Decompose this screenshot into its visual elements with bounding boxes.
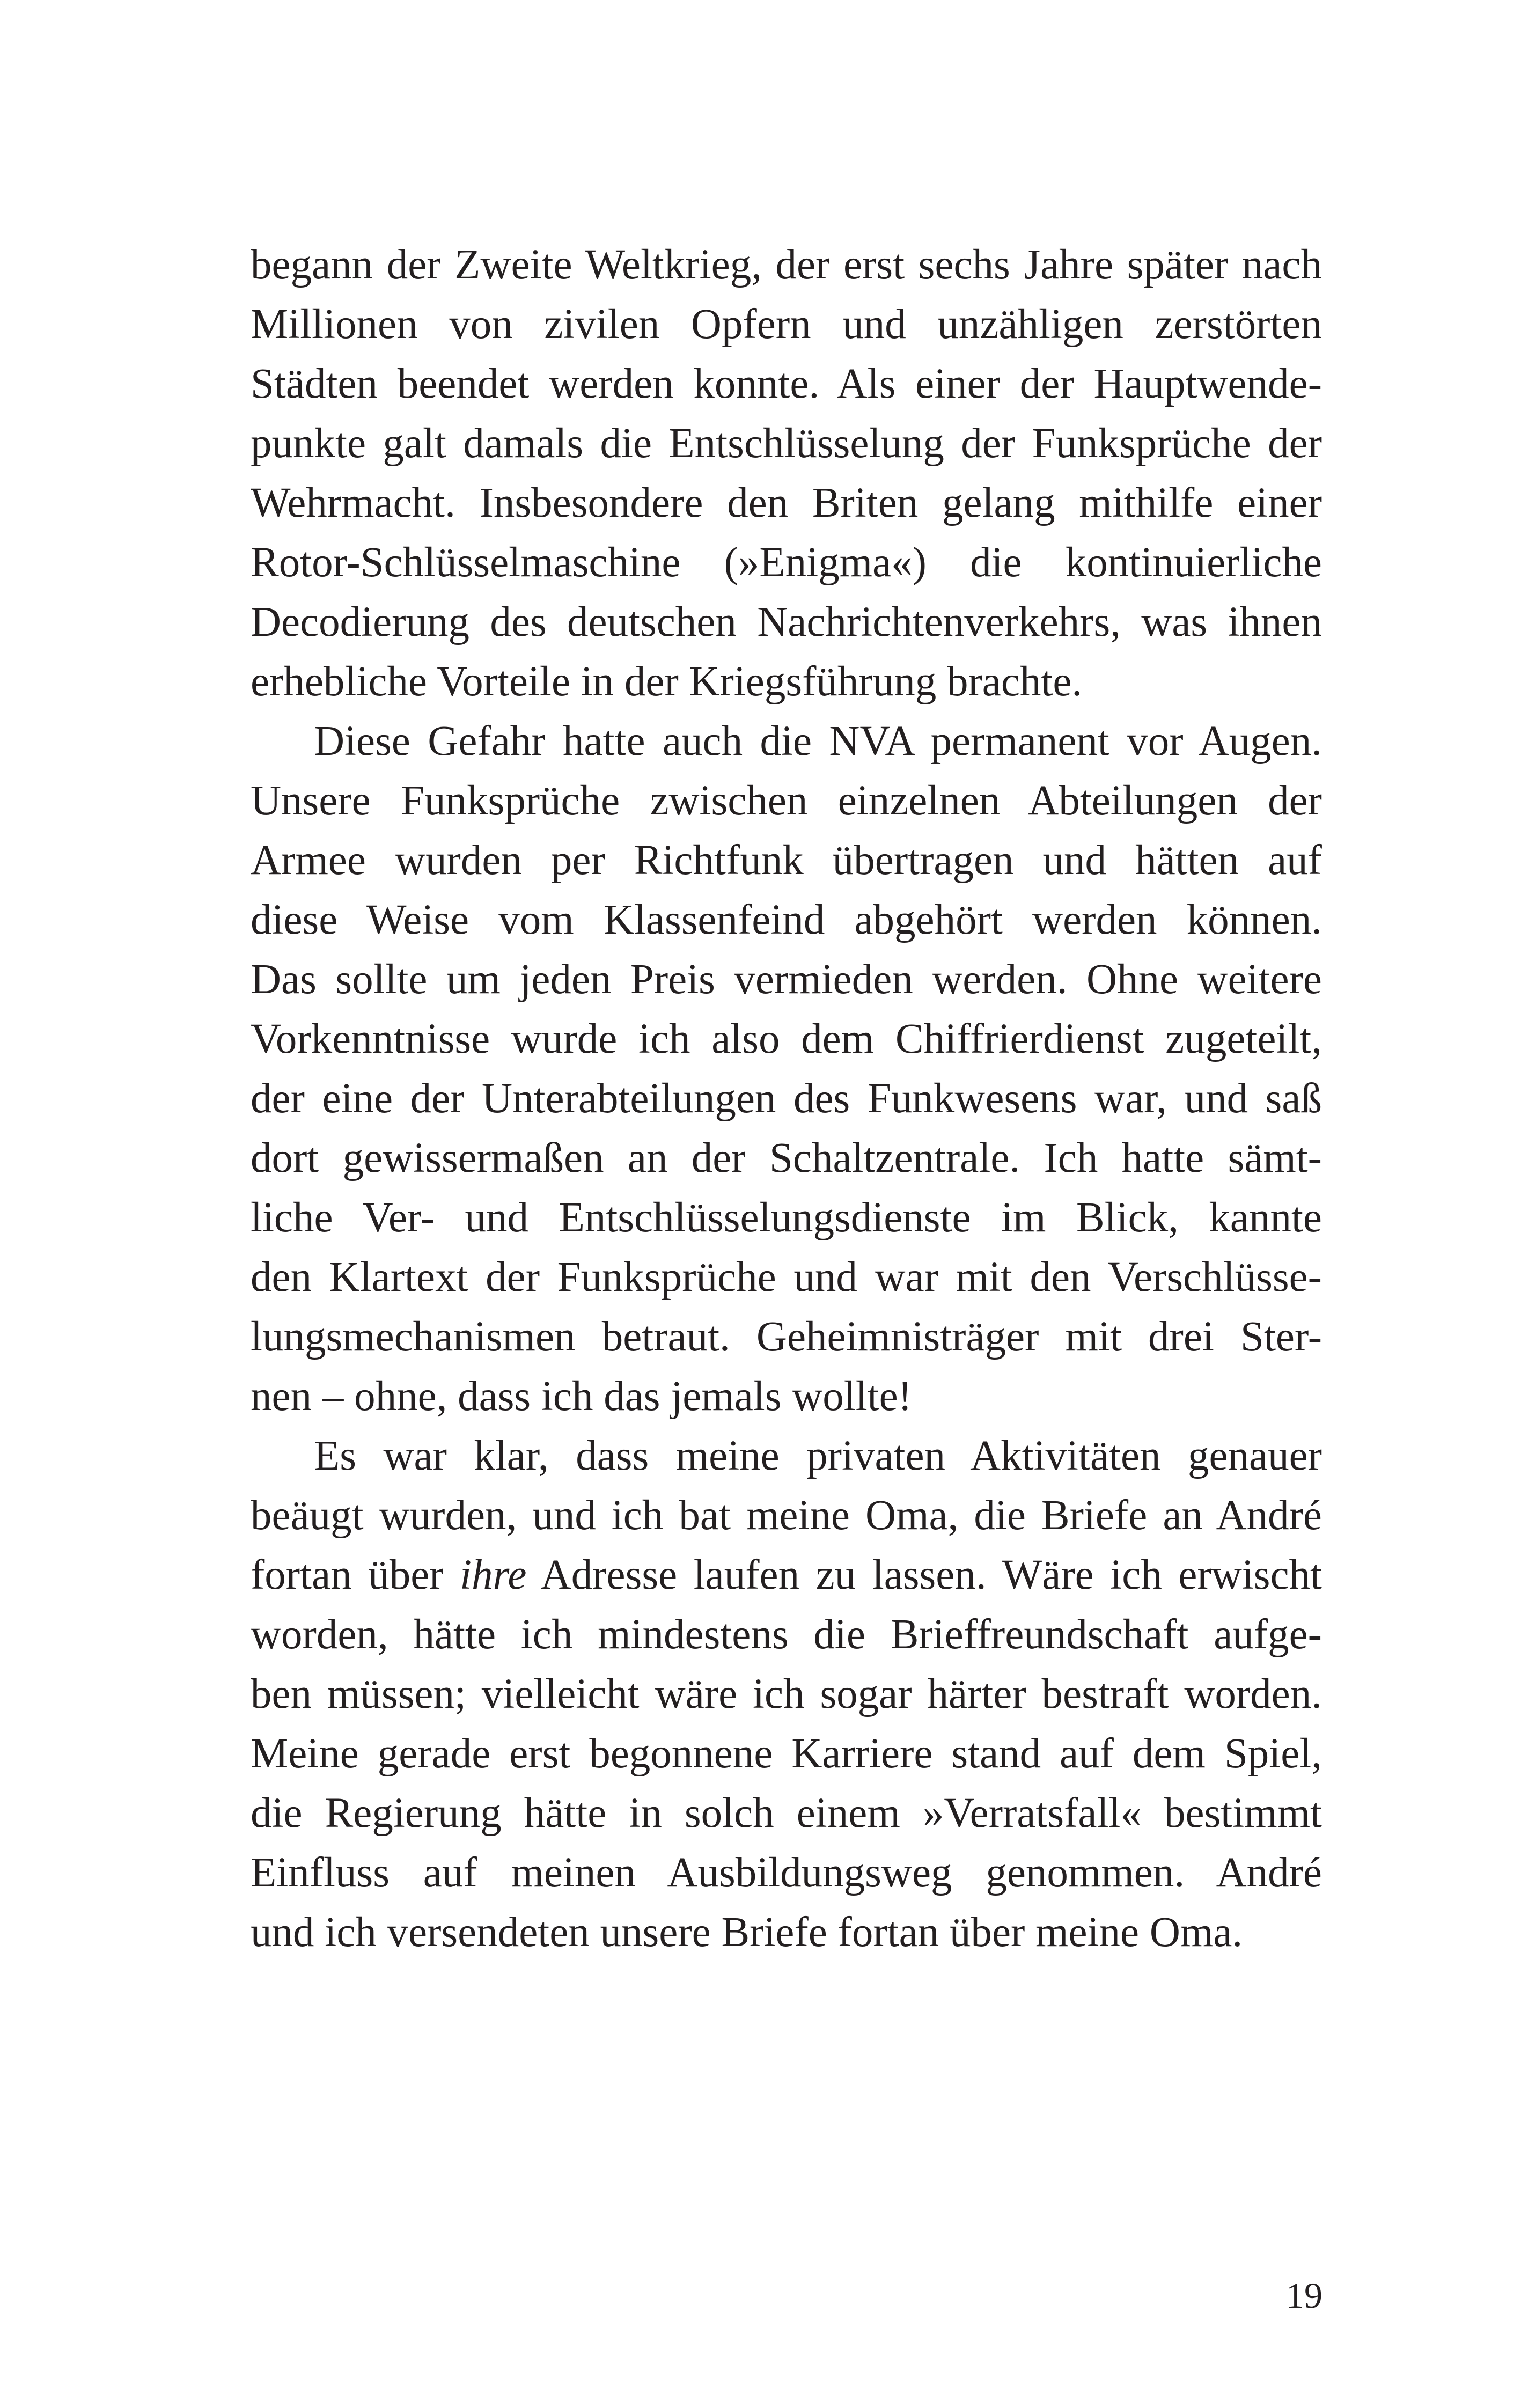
text-line — [251, 1545, 1322, 1605]
italic-emphasis: ihre — [460, 1552, 527, 1598]
text-line: begann der Zweite Weltkrieg, der erst sechs Jahre später nach — [251, 241, 1322, 288]
text-line: worden, hätte ich mindestens die Brieffreundschaft aufge- — [251, 1611, 1322, 1658]
text-line: die Regierung hätte in solch einem »Verratsfall« bestimmt — [251, 1790, 1322, 1837]
text-line: ben müssen; vielleicht wäre ich sogar härter bestraft worden. — [251, 1671, 1322, 1717]
text-line: Einfluss auf meinen Ausbildungsweg genommen. André — [251, 1849, 1322, 1896]
text-line: liche Ver- und Entschlüsselungsdienste im Blick, kannte — [251, 1194, 1322, 1241]
text-segment: fortan über — [251, 1552, 460, 1598]
text-line: Vorkenntnisse wurde ich also dem Chiffrierdienst zugeteilt, — [251, 1016, 1322, 1062]
text-line: der eine der Unterabteilungen des Funkwesens war, und saß — [251, 1075, 1322, 1122]
text-line: Rotor-Schlüsselmaschine (»Enigma«) die kontinuierliche — [251, 539, 1322, 586]
text-line: Wehrmacht. Insbesondere den Briten gelang mithilfe einer — [251, 480, 1322, 526]
body-text — [251, 235, 1322, 1962]
text-line: nen – ohne, dass ich das jemals wollte! — [251, 1373, 912, 1420]
text-line: Diese Gefahr hatte auch die NVA permanent vor Augen. — [314, 718, 1322, 765]
text-line: Millionen von zivilen Opfern und unzähligen zerstörten — [251, 301, 1322, 348]
text-line: und ich versendeten unsere Briefe fortan über meine Oma. — [251, 1909, 1243, 1956]
text-line: Das sollte um jeden Preis vermieden werden. Ohne weitere — [251, 956, 1322, 1003]
text-line: Armee wurden per Richtfunk übertragen und hätten auf — [251, 837, 1322, 884]
text-line: Es war klar, dass meine privaten Aktivitäten genauer — [314, 1433, 1322, 1479]
text-line: den Klartext der Funksprüche und war mit den Verschlüsse- — [251, 1254, 1322, 1301]
text-line: Meine gerade erst begonnene Karriere stand auf dem Spiel, — [251, 1730, 1322, 1777]
text-line: Decodierung des deutschen Nachrichtenverkehrs, was ihnen — [251, 599, 1322, 645]
text-line: beäugt wurden, und ich bat meine Oma, die Briefe an André — [251, 1492, 1322, 1539]
text-segment: Adresse laufen zu lassen. Wäre ich erwischt — [526, 1552, 1322, 1598]
text-line: punkte galt damals die Entschlüsselung der Funksprüche der — [251, 420, 1322, 467]
text-line: Unsere Funksprüche zwischen einzelnen Abteilungen der — [251, 777, 1322, 824]
page-number: 19 — [1286, 2275, 1322, 2316]
text-line: Städten beendet werden konnte. Als einer der Hauptwende- — [251, 361, 1322, 407]
text-line: lungsmechanismen betraut. Geheimnisträger mit drei Ster- — [251, 1313, 1322, 1360]
text-line: erhebliche Vorteile in der Kriegsführung brachte. — [251, 658, 1083, 705]
text-line: dort gewissermaßen an der Schaltzentrale. Ich hatte sämt- — [251, 1135, 1322, 1181]
text-line: diese Weise vom Klassenfeind abgehört werden können. — [251, 897, 1322, 943]
